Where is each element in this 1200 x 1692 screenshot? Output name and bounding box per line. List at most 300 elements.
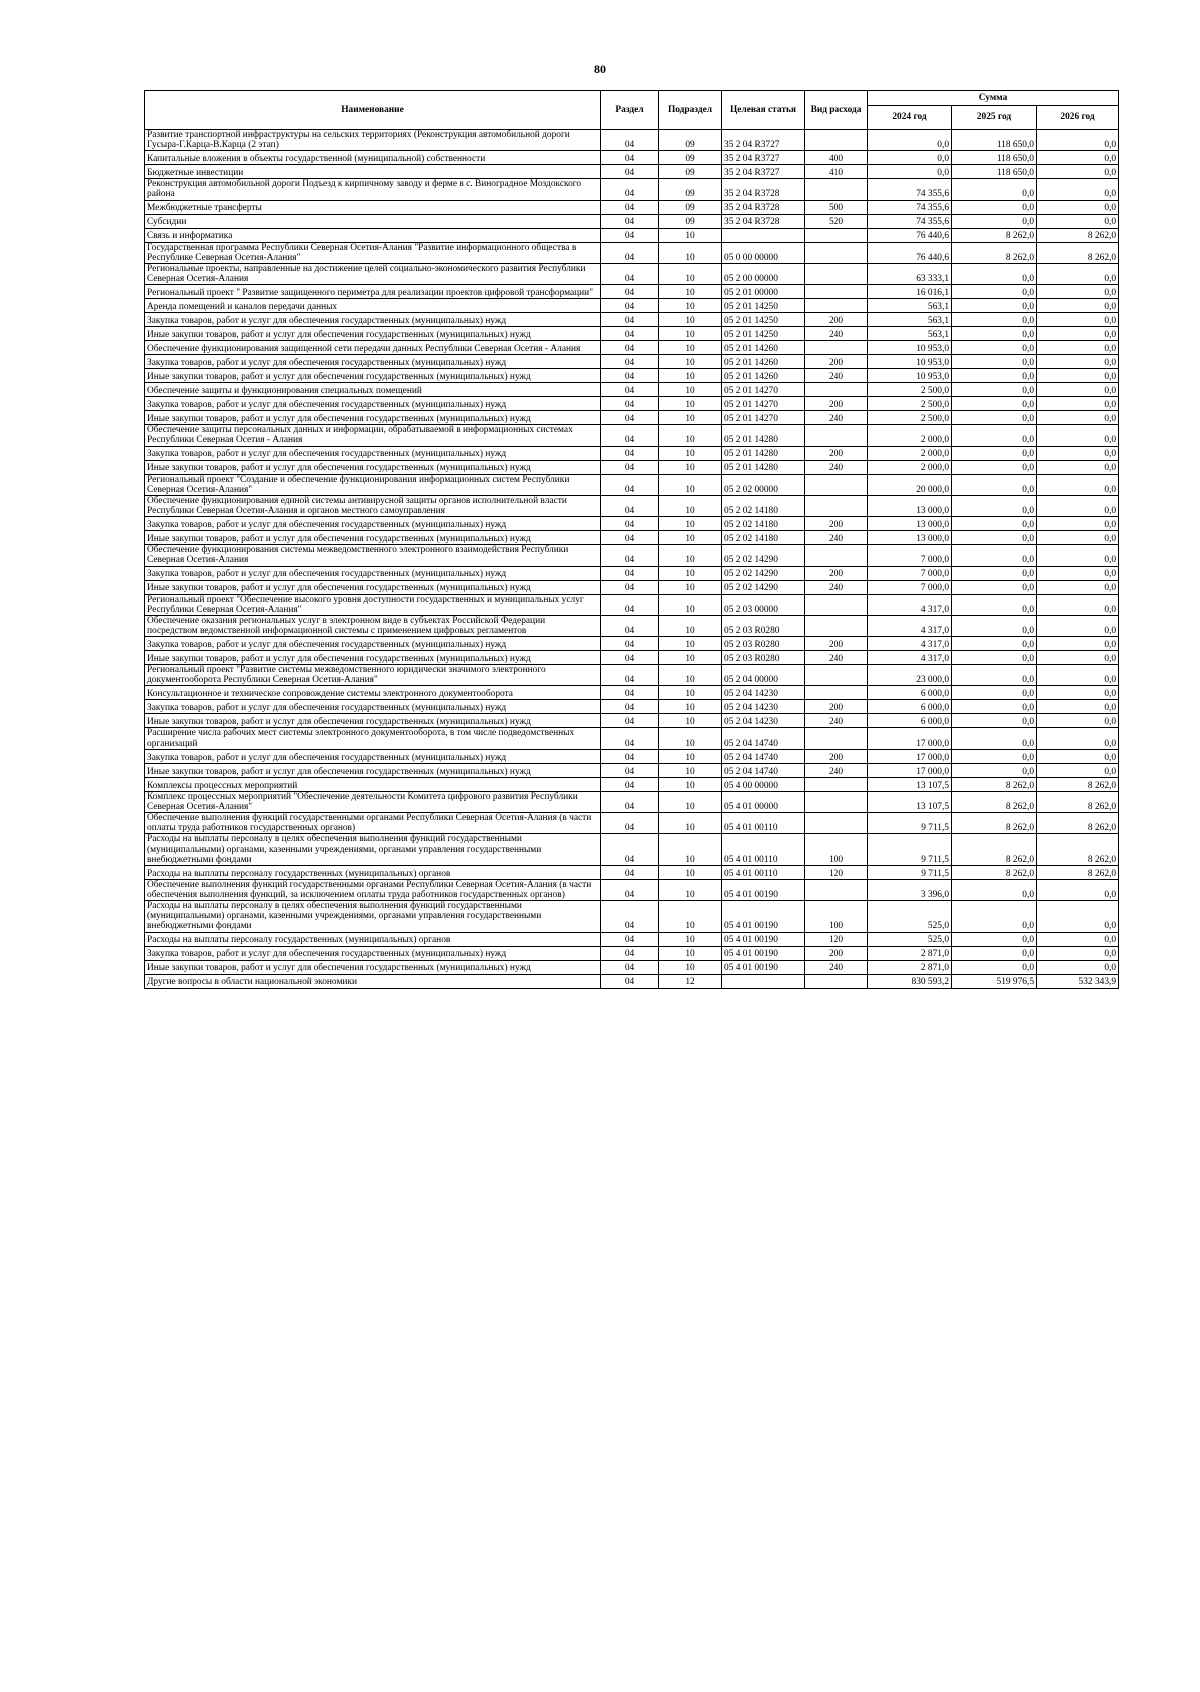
row-target: 05 2 01 14280 xyxy=(722,425,805,446)
row-subsection: 10 xyxy=(659,383,722,397)
row-subsection: 10 xyxy=(659,397,722,411)
row-sum-2024: 6 000,0 xyxy=(868,714,952,728)
row-subsection: 10 xyxy=(659,580,722,594)
row-section: 04 xyxy=(601,200,659,214)
row-subsection: 10 xyxy=(659,369,722,383)
row-subsection: 10 xyxy=(659,285,722,299)
row-type: 240 xyxy=(805,531,868,545)
row-subsection: 10 xyxy=(659,517,722,531)
row-type: 200 xyxy=(805,700,868,714)
row-name: Иные закупки товаров, работ и услуг для обеспечения государственных (муниципальных) нужд xyxy=(145,651,601,665)
table-row xyxy=(145,460,1119,474)
table-row xyxy=(145,200,1119,214)
row-type xyxy=(805,594,868,615)
row-section: 04 xyxy=(601,879,659,900)
row-target: 35 2 04 R3728 xyxy=(722,200,805,214)
row-sum-2024: 76 440,6 xyxy=(868,228,952,242)
row-section: 04 xyxy=(601,179,659,200)
row-type: 200 xyxy=(805,566,868,580)
row-sum-2024: 6 000,0 xyxy=(868,700,952,714)
row-sum-2025: 0,0 xyxy=(952,932,1037,946)
row-subsection: 10 xyxy=(659,932,722,946)
row-sum-2026: 0,0 xyxy=(1037,728,1119,749)
row-name: Обеспечение защиты персональных данных и информации, обрабатываемой в информационных системах Республики Северная Осетия - Алания xyxy=(145,425,601,446)
row-sum-2025: 0,0 xyxy=(952,960,1037,974)
row-sum-2024: 2 500,0 xyxy=(868,397,952,411)
row-name: Расходы на выплаты персоналу в целях обеспечения выполнения функций государственными (муниципальными) органами, казенными учреждениями, органами управления государственными внебюджетными фондами xyxy=(145,901,601,932)
row-subsection: 10 xyxy=(659,594,722,615)
row-subsection: 10 xyxy=(659,425,722,446)
row-target: 05 4 01 00190 xyxy=(722,901,805,932)
row-section: 04 xyxy=(601,834,659,865)
row-subsection: 10 xyxy=(659,474,722,495)
row-sum-2024: 16 016,1 xyxy=(868,285,952,299)
row-sum-2025: 0,0 xyxy=(952,615,1037,636)
row-sum-2025: 0,0 xyxy=(952,728,1037,749)
row-type: 240 xyxy=(805,580,868,594)
row-subsection: 10 xyxy=(659,865,722,879)
row-sum-2025: 0,0 xyxy=(952,545,1037,566)
row-sum-2025: 0,0 xyxy=(952,879,1037,900)
row-sum-2024: 563,1 xyxy=(868,327,952,341)
row-section: 04 xyxy=(601,397,659,411)
row-subsection: 10 xyxy=(659,355,722,369)
row-sum-2024: 63 333,1 xyxy=(868,263,952,284)
row-sum-2026: 0,0 xyxy=(1037,960,1119,974)
row-section: 04 xyxy=(601,341,659,355)
row-type xyxy=(805,263,868,284)
row-name: Закупка товаров, работ и услуг для обеспечения государственных (муниципальных) нужд xyxy=(145,397,601,411)
row-target: 05 2 02 14180 xyxy=(722,495,805,516)
row-name: Расходы на выплаты персоналу государственных (муниципальных) органов xyxy=(145,865,601,879)
row-sum-2026: 0,0 xyxy=(1037,263,1119,284)
row-type xyxy=(805,130,868,151)
header-2025: 2025 год xyxy=(952,106,1037,130)
row-sum-2026: 0,0 xyxy=(1037,566,1119,580)
row-subsection: 10 xyxy=(659,545,722,566)
row-target: 05 2 02 00000 xyxy=(722,474,805,495)
table-row xyxy=(145,763,1119,777)
row-section: 04 xyxy=(601,946,659,960)
table-body xyxy=(145,130,1119,989)
row-sum-2025: 118 650,0 xyxy=(952,151,1037,165)
row-target: 05 2 01 14280 xyxy=(722,446,805,460)
row-sum-2024: 830 593,2 xyxy=(868,974,952,988)
table-row xyxy=(145,879,1119,900)
row-sum-2026: 0,0 xyxy=(1037,637,1119,651)
row-subsection: 10 xyxy=(659,651,722,665)
row-subsection: 10 xyxy=(659,263,722,284)
row-subsection: 10 xyxy=(659,728,722,749)
row-type xyxy=(805,665,868,686)
row-name: Иные закупки товаров, работ и услуг для обеспечения государственных (муниципальных) нужд xyxy=(145,460,601,474)
row-sum-2026: 0,0 xyxy=(1037,151,1119,165)
row-sum-2026: 0,0 xyxy=(1037,700,1119,714)
header-sum: Сумма xyxy=(868,91,1119,106)
row-name: Обеспечение функционирования защищенной сети передачи данных Республики Северная Осетия - Алания xyxy=(145,341,601,355)
row-sum-2024: 13 107,5 xyxy=(868,791,952,812)
table-row xyxy=(145,214,1119,228)
row-sum-2025: 0,0 xyxy=(952,397,1037,411)
row-sum-2026: 0,0 xyxy=(1037,901,1119,932)
row-name: Обеспечение функционирования системы межведомственного электронного взаимодействия Республики Северная Осетия-Алания xyxy=(145,545,601,566)
row-target: 05 4 01 00110 xyxy=(722,834,805,865)
row-target: 05 2 03 00000 xyxy=(722,594,805,615)
row-subsection: 09 xyxy=(659,214,722,228)
table-row xyxy=(145,263,1119,284)
row-sum-2024: 2 000,0 xyxy=(868,425,952,446)
row-sum-2025: 0,0 xyxy=(952,369,1037,383)
row-subsection: 10 xyxy=(659,960,722,974)
row-subsection: 09 xyxy=(659,200,722,214)
row-subsection: 10 xyxy=(659,341,722,355)
row-name: Закупка товаров, работ и услуг для обеспечения государственных (муниципальных) нужд xyxy=(145,749,601,763)
row-name: Закупка товаров, работ и услуг для обеспечения государственных (муниципальных) нужд xyxy=(145,355,601,369)
row-sum-2025: 118 650,0 xyxy=(952,165,1037,179)
row-name: Расширение числа рабочих мест системы электронного документооборота, в том числе подведомственных организаций xyxy=(145,728,601,749)
row-name: Межбюджетные трансферты xyxy=(145,200,601,214)
row-section: 04 xyxy=(601,460,659,474)
row-sum-2025: 0,0 xyxy=(952,665,1037,686)
row-subsection: 10 xyxy=(659,901,722,932)
row-sum-2026: 0,0 xyxy=(1037,165,1119,179)
row-name: Обеспечение защиты и функционирования специальных помещений xyxy=(145,383,601,397)
row-type: 520 xyxy=(805,214,868,228)
row-sum-2026: 0,0 xyxy=(1037,517,1119,531)
row-sum-2026: 0,0 xyxy=(1037,383,1119,397)
row-type xyxy=(805,615,868,636)
row-name: Комплекс процессных мероприятий "Обеспечение деятельности Комитета цифрового развития Республики Северная Осетия-Алания" xyxy=(145,791,601,812)
row-name: Комплексы процессных мероприятий xyxy=(145,777,601,791)
table-row xyxy=(145,130,1119,151)
row-section: 04 xyxy=(601,960,659,974)
table-row xyxy=(145,369,1119,383)
row-sum-2025: 0,0 xyxy=(952,474,1037,495)
row-sum-2024: 2 500,0 xyxy=(868,411,952,425)
table-row xyxy=(145,932,1119,946)
row-section: 04 xyxy=(601,411,659,425)
row-sum-2026: 8 262,0 xyxy=(1037,791,1119,812)
row-name: Расходы на выплаты персоналу государственных (муниципальных) органов xyxy=(145,932,601,946)
row-sum-2024: 2 871,0 xyxy=(868,946,952,960)
table-row xyxy=(145,151,1119,165)
row-name: Иные закупки товаров, работ и услуг для обеспечения государственных (муниципальных) нужд xyxy=(145,369,601,383)
table-row xyxy=(145,446,1119,460)
row-subsection: 10 xyxy=(659,299,722,313)
row-target: 05 2 04 14230 xyxy=(722,700,805,714)
row-sum-2024: 3 396,0 xyxy=(868,879,952,900)
table-row xyxy=(145,901,1119,932)
row-target: 05 2 03 R0280 xyxy=(722,615,805,636)
row-target: 05 2 04 14740 xyxy=(722,763,805,777)
table-row xyxy=(145,791,1119,812)
row-sum-2025: 0,0 xyxy=(952,446,1037,460)
row-name: Иные закупки товаров, работ и услуг для обеспечения государственных (муниципальных) нужд xyxy=(145,531,601,545)
row-sum-2026: 0,0 xyxy=(1037,474,1119,495)
row-sum-2025: 0,0 xyxy=(952,200,1037,214)
table-row xyxy=(145,545,1119,566)
row-subsection: 10 xyxy=(659,763,722,777)
row-sum-2025: 0,0 xyxy=(952,313,1037,327)
row-sum-2026: 0,0 xyxy=(1037,545,1119,566)
row-sum-2024: 10 953,0 xyxy=(868,369,952,383)
row-name: Аренда помещений и каналов передачи данных xyxy=(145,299,601,313)
row-sum-2026: 0,0 xyxy=(1037,879,1119,900)
row-sum-2025: 0,0 xyxy=(952,763,1037,777)
table-row xyxy=(145,355,1119,369)
row-sum-2025: 8 262,0 xyxy=(952,228,1037,242)
row-sum-2026: 0,0 xyxy=(1037,460,1119,474)
row-type: 240 xyxy=(805,960,868,974)
row-type: 200 xyxy=(805,355,868,369)
row-section: 04 xyxy=(601,637,659,651)
row-section: 04 xyxy=(601,580,659,594)
header-type: Вид расхода xyxy=(805,91,868,130)
row-type: 200 xyxy=(805,517,868,531)
row-section: 04 xyxy=(601,299,659,313)
row-sum-2026: 0,0 xyxy=(1037,946,1119,960)
row-sum-2024: 563,1 xyxy=(868,299,952,313)
row-target: 05 2 04 14740 xyxy=(722,728,805,749)
row-sum-2026: 8 262,0 xyxy=(1037,865,1119,879)
row-section: 04 xyxy=(601,714,659,728)
row-sum-2024: 4 317,0 xyxy=(868,651,952,665)
row-subsection: 09 xyxy=(659,165,722,179)
row-sum-2024: 9 711,5 xyxy=(868,813,952,834)
row-section: 04 xyxy=(601,974,659,988)
row-name: Региональные проекты, направленные на достижение целей социально-экономического развития Республики Северная Осетия-Алания xyxy=(145,263,601,284)
row-type: 200 xyxy=(805,946,868,960)
row-type xyxy=(805,425,868,446)
row-sum-2024: 4 317,0 xyxy=(868,637,952,651)
row-sum-2025: 8 262,0 xyxy=(952,865,1037,879)
row-type: 240 xyxy=(805,369,868,383)
row-subsection: 10 xyxy=(659,834,722,865)
row-sum-2025: 0,0 xyxy=(952,179,1037,200)
header-subsection: Подраздел xyxy=(659,91,722,130)
row-subsection: 10 xyxy=(659,566,722,580)
row-name: Региональный проект "Обеспечение высокого уровня доступности государственных и муниципальных услуг Республики Северная Осетия-Алания" xyxy=(145,594,601,615)
row-type: 120 xyxy=(805,932,868,946)
row-type: 500 xyxy=(805,200,868,214)
row-target: 05 2 01 14260 xyxy=(722,369,805,383)
row-sum-2026: 0,0 xyxy=(1037,686,1119,700)
table-row xyxy=(145,651,1119,665)
row-subsection: 10 xyxy=(659,686,722,700)
row-sum-2024: 74 355,6 xyxy=(868,214,952,228)
row-type: 240 xyxy=(805,460,868,474)
table-row xyxy=(145,341,1119,355)
row-name: Региональный проект "Создание и обеспечение функционирования информационных систем Республики Северная Осетия-Алания" xyxy=(145,474,601,495)
table-row xyxy=(145,474,1119,495)
row-sum-2024: 7 000,0 xyxy=(868,566,952,580)
row-sum-2024: 13 000,0 xyxy=(868,531,952,545)
row-sum-2024: 2 871,0 xyxy=(868,960,952,974)
row-type: 410 xyxy=(805,165,868,179)
row-subsection: 10 xyxy=(659,446,722,460)
row-name: Обеспечение выполнения функций государственными органами Республики Северная Осетия-Алания (в части оплаты труда работников государственных органов) xyxy=(145,813,601,834)
row-name: Обеспечение оказания региональных услуг в электронном виде в субъектах Российской Федерации посредством ведомственной информационной системы с применением цифровых регламентов xyxy=(145,615,601,636)
row-target: 05 2 01 14250 xyxy=(722,299,805,313)
row-section: 04 xyxy=(601,901,659,932)
table-row xyxy=(145,299,1119,313)
table-row xyxy=(145,313,1119,327)
row-section: 04 xyxy=(601,446,659,460)
row-section: 04 xyxy=(601,369,659,383)
row-name: Обеспечение выполнения функций государственными органами Республики Северная Осетия-Алания (в части обеспечения выполнения функций, за исключением оплаты труда работников государственных органов) xyxy=(145,879,601,900)
row-target: 05 2 02 14290 xyxy=(722,580,805,594)
row-target: 05 2 04 00000 xyxy=(722,665,805,686)
row-sum-2024: 4 317,0 xyxy=(868,594,952,615)
row-section: 04 xyxy=(601,763,659,777)
row-name: Реконструкция автомобильной дороги Подъезд к кирпичному заводу и ферме в с. Виноградное Моздокского района xyxy=(145,179,601,200)
row-target: 05 4 01 00190 xyxy=(722,960,805,974)
row-target: 05 2 01 14270 xyxy=(722,383,805,397)
row-sum-2026: 0,0 xyxy=(1037,594,1119,615)
row-sum-2024: 0,0 xyxy=(868,151,952,165)
budget-table xyxy=(144,90,1119,989)
row-sum-2025: 0,0 xyxy=(952,566,1037,580)
row-type: 240 xyxy=(805,714,868,728)
row-subsection: 10 xyxy=(659,637,722,651)
row-name: Закупка товаров, работ и услуг для обеспечения государственных (муниципальных) нужд xyxy=(145,313,601,327)
row-name: Иные закупки товаров, работ и услуг для обеспечения государственных (муниципальных) нужд xyxy=(145,763,601,777)
row-sum-2024: 7 000,0 xyxy=(868,545,952,566)
row-sum-2024: 0,0 xyxy=(868,165,952,179)
row-target: 05 2 01 14260 xyxy=(722,341,805,355)
table-row xyxy=(145,228,1119,242)
row-name: Государственная программа Республики Северная Осетия-Алания "Развитие информационного общества в Республике Северная Осетия-Алания" xyxy=(145,242,601,263)
row-sum-2026: 0,0 xyxy=(1037,214,1119,228)
row-subsection: 10 xyxy=(659,531,722,545)
row-sum-2024: 13 107,5 xyxy=(868,777,952,791)
row-type: 240 xyxy=(805,651,868,665)
row-target: 35 2 04 R3727 xyxy=(722,151,805,165)
table-row xyxy=(145,665,1119,686)
row-section: 04 xyxy=(601,651,659,665)
row-sum-2025: 0,0 xyxy=(952,341,1037,355)
row-subsection: 10 xyxy=(659,879,722,900)
table-row xyxy=(145,425,1119,446)
row-sum-2026: 0,0 xyxy=(1037,495,1119,516)
table-row xyxy=(145,813,1119,834)
row-sum-2025: 0,0 xyxy=(952,637,1037,651)
row-target: 05 2 01 14260 xyxy=(722,355,805,369)
table-row xyxy=(145,383,1119,397)
table-row xyxy=(145,411,1119,425)
row-sum-2026: 0,0 xyxy=(1037,580,1119,594)
row-sum-2024: 9 711,5 xyxy=(868,865,952,879)
row-type xyxy=(805,728,868,749)
row-sum-2024: 525,0 xyxy=(868,932,952,946)
row-name: Иные закупки товаров, работ и услуг для обеспечения государственных (муниципальных) нужд xyxy=(145,960,601,974)
row-sum-2026: 0,0 xyxy=(1037,932,1119,946)
row-type xyxy=(805,791,868,812)
row-sum-2025: 0,0 xyxy=(952,299,1037,313)
row-name: Развитие транспортной инфраструктуры на сельских территориях (Реконструкция автомобильной дороги Гусыра-Г.Карца-В.Карца (2 этап) xyxy=(145,130,601,151)
row-target: 05 4 01 00190 xyxy=(722,932,805,946)
row-name: Закупка товаров, работ и услуг для обеспечения государственных (муниципальных) нужд xyxy=(145,637,601,651)
row-name: Капитальные вложения в объекты государственной (муниципальной) собственности xyxy=(145,151,601,165)
row-target: 35 2 04 R3727 xyxy=(722,130,805,151)
header-2026: 2026 год xyxy=(1037,106,1119,130)
row-type xyxy=(805,242,868,263)
row-sum-2025: 8 262,0 xyxy=(952,242,1037,263)
table-row xyxy=(145,777,1119,791)
row-sum-2025: 0,0 xyxy=(952,355,1037,369)
row-sum-2026: 0,0 xyxy=(1037,369,1119,383)
row-name: Иные закупки товаров, работ и услуг для обеспечения государственных (муниципальных) нужд xyxy=(145,327,601,341)
row-name: Закупка товаров, работ и услуг для обеспечения государственных (муниципальных) нужд xyxy=(145,700,601,714)
row-target: 05 2 02 14290 xyxy=(722,545,805,566)
row-sum-2025: 0,0 xyxy=(952,594,1037,615)
row-type xyxy=(805,474,868,495)
row-section: 04 xyxy=(601,615,659,636)
row-sum-2025: 0,0 xyxy=(952,700,1037,714)
row-type: 100 xyxy=(805,901,868,932)
row-subsection: 09 xyxy=(659,179,722,200)
row-target: 05 2 03 R0280 xyxy=(722,651,805,665)
row-sum-2026: 0,0 xyxy=(1037,299,1119,313)
table-row xyxy=(145,714,1119,728)
row-sum-2024: 563,1 xyxy=(868,313,952,327)
table-row xyxy=(145,179,1119,200)
row-subsection: 10 xyxy=(659,460,722,474)
row-section: 04 xyxy=(601,791,659,812)
row-sum-2026: 8 262,0 xyxy=(1037,242,1119,263)
row-sum-2025: 0,0 xyxy=(952,686,1037,700)
row-type xyxy=(805,341,868,355)
row-sum-2024: 74 355,6 xyxy=(868,179,952,200)
row-sum-2024: 525,0 xyxy=(868,901,952,932)
row-name: Другие вопросы в области национальной экономики xyxy=(145,974,601,988)
row-target: 05 4 01 00110 xyxy=(722,813,805,834)
row-sum-2025: 0,0 xyxy=(952,425,1037,446)
row-section: 04 xyxy=(601,130,659,151)
row-sum-2026: 0,0 xyxy=(1037,411,1119,425)
row-target: 05 0 00 00000 xyxy=(722,242,805,263)
row-name: Закупка товаров, работ и услуг для обеспечения государственных (муниципальных) нужд xyxy=(145,446,601,460)
row-sum-2026: 0,0 xyxy=(1037,531,1119,545)
row-subsection: 09 xyxy=(659,151,722,165)
row-sum-2024: 20 000,0 xyxy=(868,474,952,495)
table-row xyxy=(145,580,1119,594)
row-subsection: 10 xyxy=(659,615,722,636)
header-2024: 2024 год xyxy=(868,106,952,130)
row-sum-2024: 13 000,0 xyxy=(868,517,952,531)
table-row xyxy=(145,960,1119,974)
row-sum-2025: 0,0 xyxy=(952,263,1037,284)
row-type: 200 xyxy=(805,446,868,460)
row-sum-2025: 0,0 xyxy=(952,460,1037,474)
row-sum-2026: 0,0 xyxy=(1037,446,1119,460)
row-type xyxy=(805,383,868,397)
row-sum-2024: 17 000,0 xyxy=(868,763,952,777)
row-type xyxy=(805,813,868,834)
table-row xyxy=(145,517,1119,531)
row-target: 35 2 04 R3728 xyxy=(722,179,805,200)
row-name: Региональный проект "Развитие системы межведомственного юридически значимого электронного документооборота Республики Северная Осетия-Алания" xyxy=(145,665,601,686)
row-sum-2024: 10 953,0 xyxy=(868,355,952,369)
row-sum-2024: 0,0 xyxy=(868,130,952,151)
row-sum-2025: 0,0 xyxy=(952,495,1037,516)
row-target: 05 2 04 14740 xyxy=(722,749,805,763)
row-sum-2026: 0,0 xyxy=(1037,665,1119,686)
row-type xyxy=(805,495,868,516)
row-target: 05 2 01 14270 xyxy=(722,411,805,425)
row-name: Иные закупки товаров, работ и услуг для обеспечения государственных (муниципальных) нужд xyxy=(145,411,601,425)
row-name: Закупка товаров, работ и услуг для обеспечения государственных (муниципальных) нужд xyxy=(145,946,601,960)
